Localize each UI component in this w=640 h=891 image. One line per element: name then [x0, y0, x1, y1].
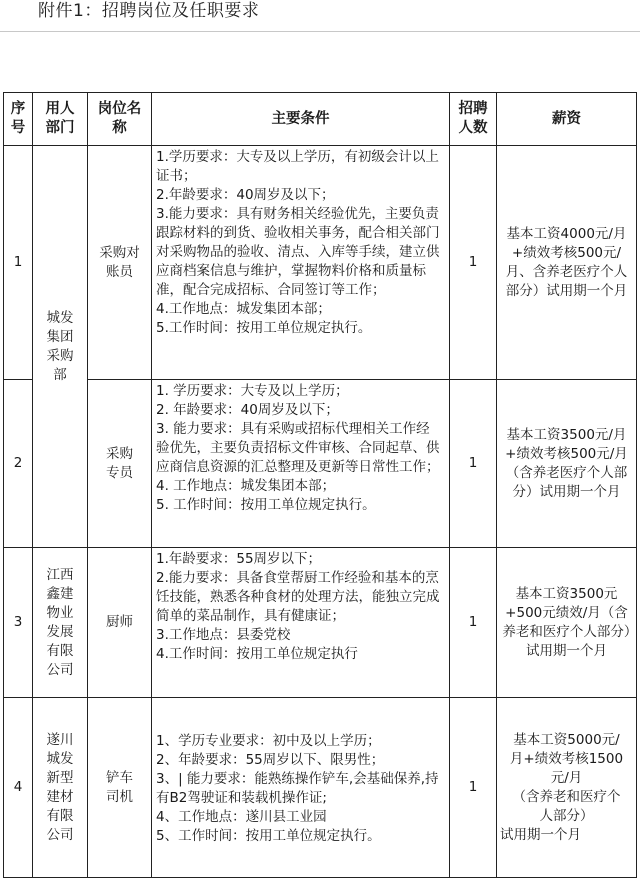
- row-headcount: 1: [450, 146, 497, 380]
- header-department: 用人 部门: [33, 93, 88, 146]
- row-salary: 基本工资3500元/月+绩效考核500元/月（含养老医疗个人部分）试用期一个月: [497, 380, 637, 548]
- row-headcount: 1: [450, 380, 497, 548]
- row-seq: 4: [4, 698, 33, 878]
- row-salary: 基本工资4000元/月+绩效考核500元/月、含养老医疗个人部分）试用期一个月: [497, 146, 637, 380]
- table-row: [4, 548, 637, 698]
- row-position: 铲车 司机: [88, 698, 152, 878]
- row-department: 江西 鑫建 物业 发展 有限 公司: [33, 548, 88, 698]
- row-position: 采购 专员: [88, 380, 152, 548]
- header-headcount: 招聘 人数: [450, 93, 497, 146]
- header-requirements: 主要条件: [152, 93, 450, 146]
- title-divider: [0, 31, 640, 32]
- row-salary: 基本工资5000元/ 月+绩效考核1500 元/月 （含养老和医疗个 人部分） 试用期一个月: [497, 698, 637, 878]
- row-position: 采购对 账员: [88, 146, 152, 380]
- row-salary: 基本工资3500元+500元绩效/月（含养老和医疗个人部分）试用期一个月: [497, 548, 637, 698]
- row-seq: 2: [4, 380, 33, 548]
- header-salary: 薪资: [497, 93, 637, 146]
- row-requirements: 1.学历要求：大专及以上学历，有初级会计以上证书； 2.年龄要求：40周岁及以下； 3.能力要求：具有财务相关经验优先，主要负责跟踪材料的到货、验收相关事务，配合相关部门对采购物品的验收、清点、入库等手续，建立供应商档案信息与维护，掌握物料价格和质量标准，配合完成招标、合同签订等工作； 4.工作地点：城发集团本部； 5.工作时间：按用工单位规定执行。: [152, 146, 450, 380]
- table-row: [4, 380, 637, 548]
- table-row: [4, 698, 637, 878]
- row-requirements: 1、学历专业要求：初中及以上学历； 2、年龄要求：55周岁以下、限男性； 3、| 能力要求：能熟练操作铲车,会基础保养,持有B2驾驶证和装载机操作证; 4、工作地点：遂川县工业园 5、工作时间：按用工单位规定执行。: [152, 698, 450, 878]
- header-position: 岗位名 称: [88, 93, 152, 146]
- row-position: 厨师: [88, 548, 152, 698]
- row-department: 城发 集团 采购 部: [33, 146, 88, 548]
- row-seq: 3: [4, 548, 33, 698]
- row-department: 遂川 城发 新型 建材 有限 公司: [33, 698, 88, 878]
- row-headcount: 1: [450, 698, 497, 878]
- row-requirements: 1. 学历要求：大专及以上学历； 2. 年龄要求：40周岁及以下； 3. 能力要求：具有采购或招标代理相关工作经验优先，主要负责招标文件审核、合同起草、供应商信息资源的汇总整理及更新等日常性工作； 4. 工作地点：城发集团本部； 5. 工作时间：按用工单位规定执行。: [152, 380, 450, 548]
- row-headcount: 1: [450, 548, 497, 698]
- table-row: [4, 146, 637, 380]
- header-seq: 序 号: [4, 93, 33, 146]
- document-title: 附件1：招聘岗位及任职要求: [38, 1, 260, 21]
- row-seq: 1: [4, 146, 33, 380]
- table-header-row: [4, 93, 637, 146]
- job-table: [3, 92, 637, 878]
- row-requirements: 1.年龄要求：55周岁以下； 2.能力要求：具备食堂帮厨工作经验和基本的烹饪技能，熟悉各种食材的处理方法，能独立完成简单的菜品制作，具有健康证； 3.工作地点：县委党校 4.工作时间：按用工单位规定执行: [152, 548, 450, 698]
